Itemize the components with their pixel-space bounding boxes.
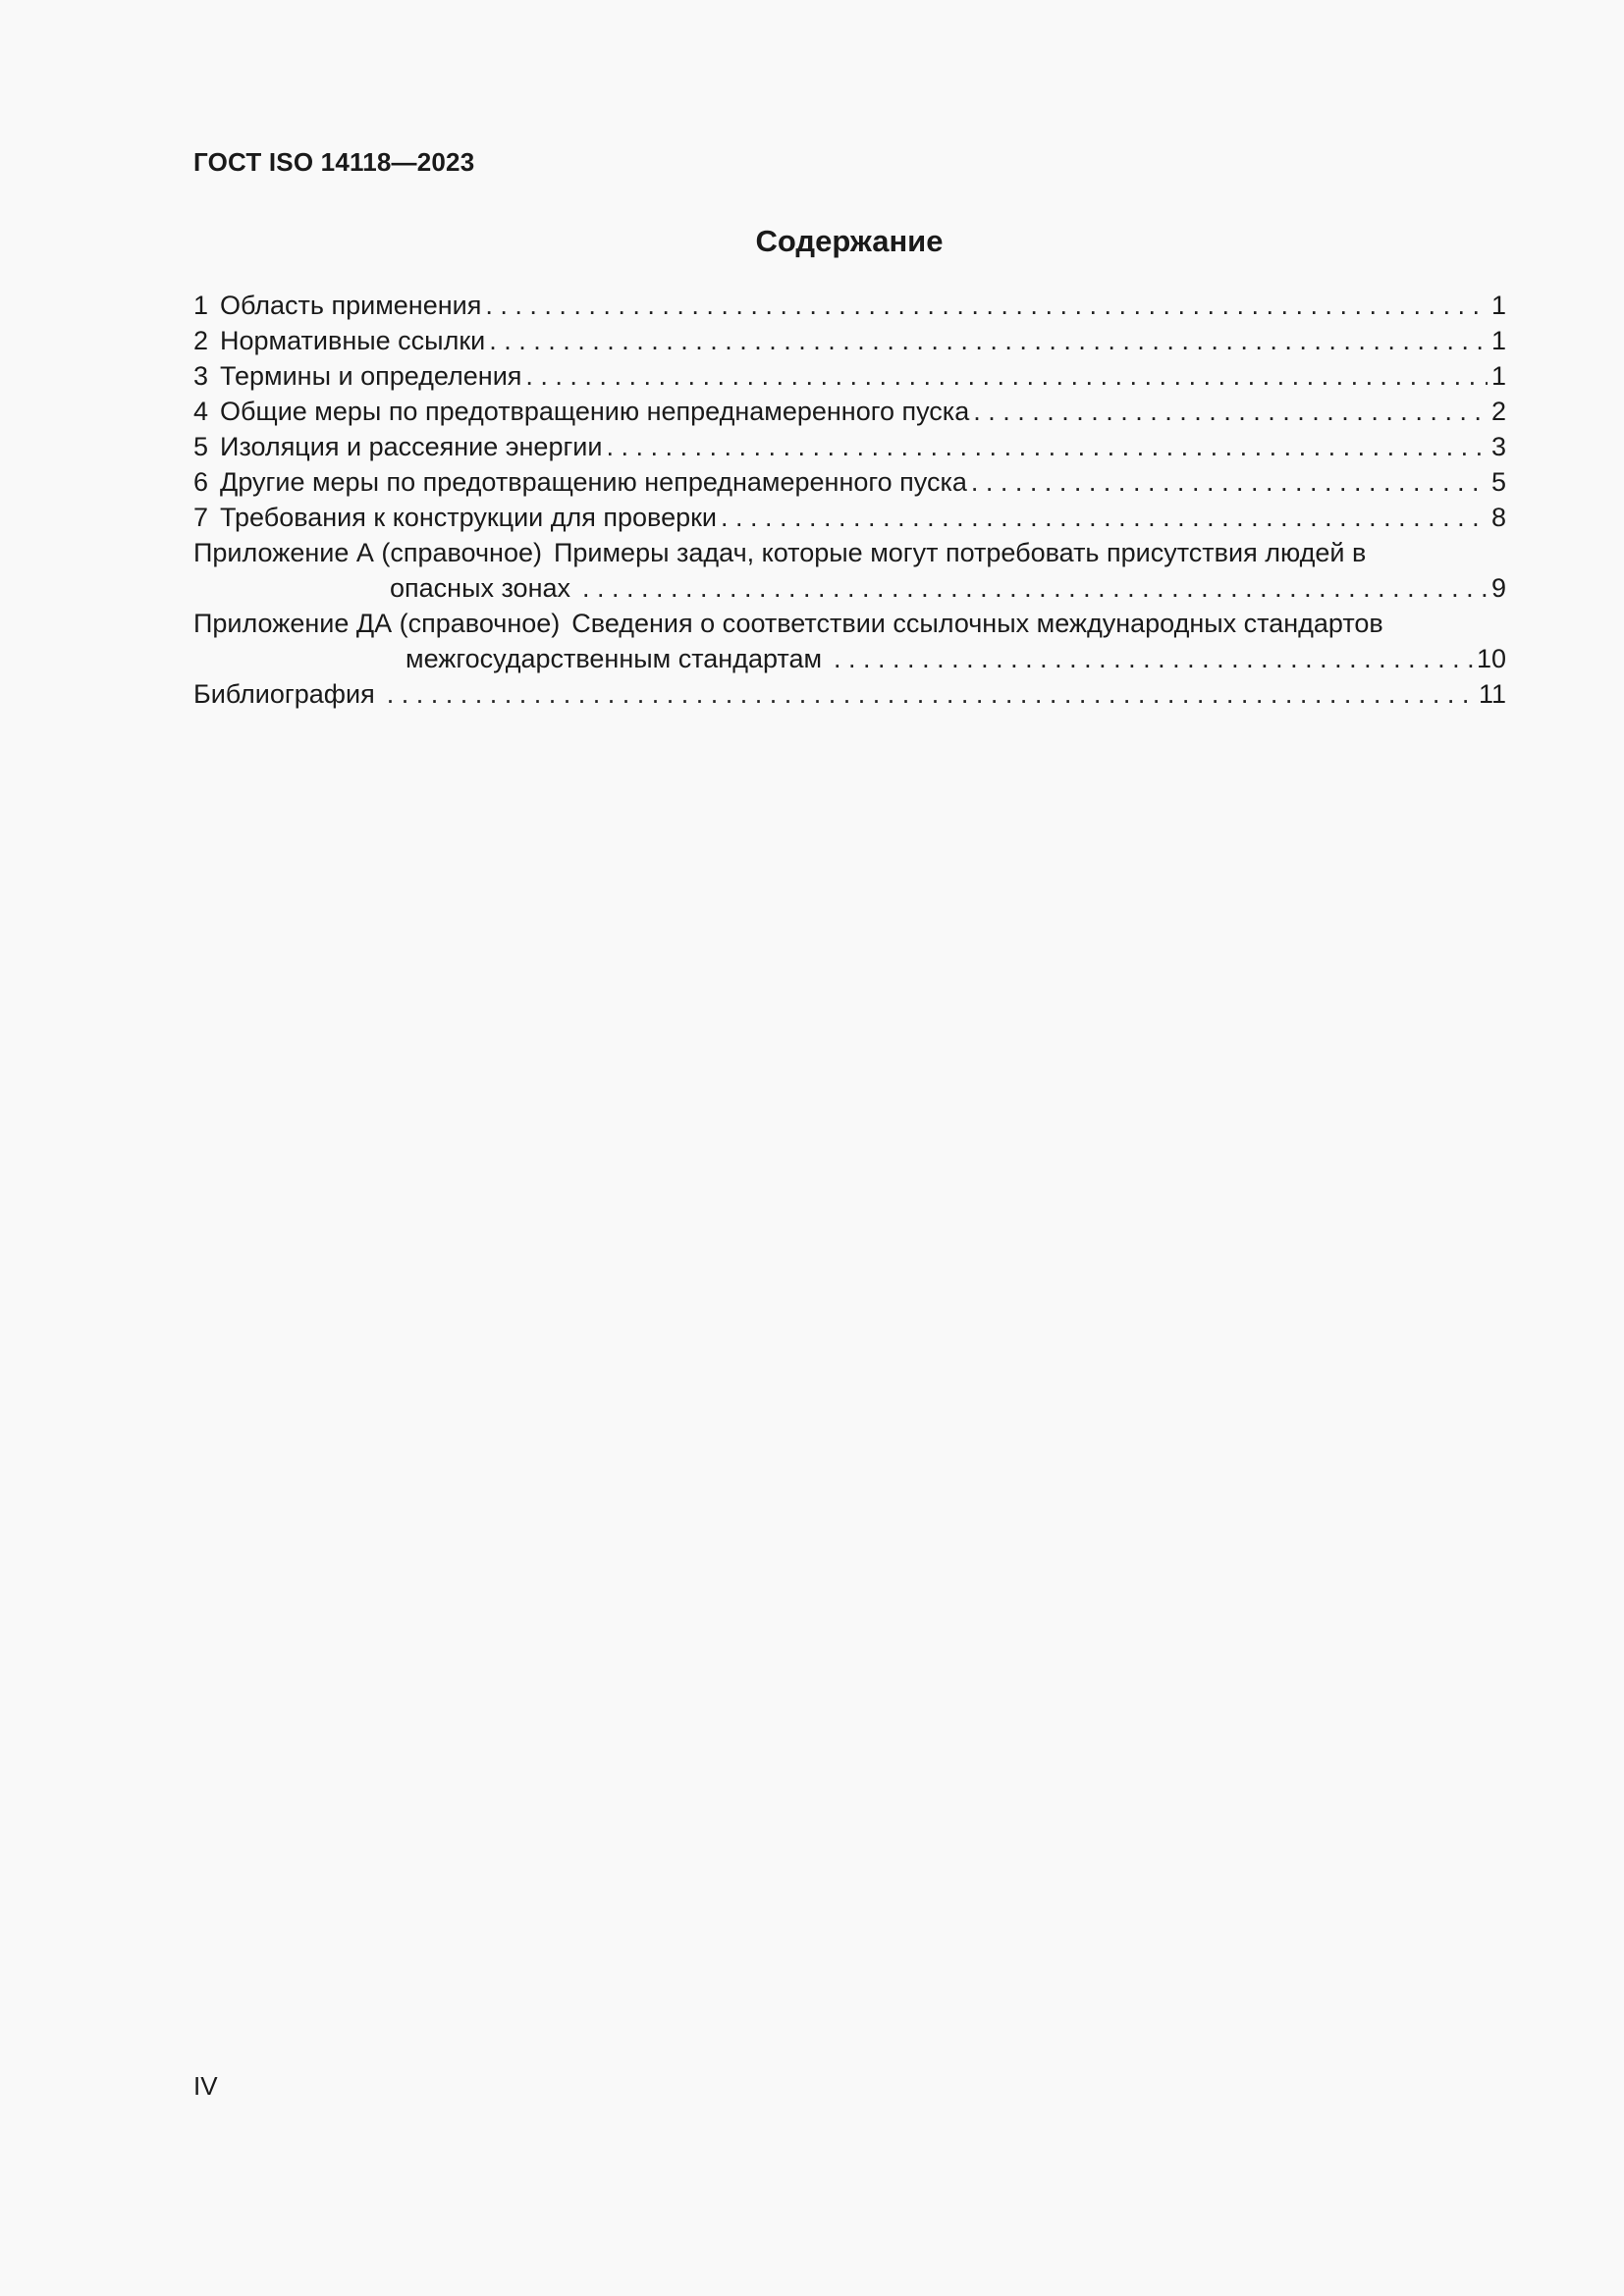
dot-leader xyxy=(721,500,1488,535)
toc-item-number: 7 xyxy=(193,503,209,532)
toc-item-3[interactable] xyxy=(193,358,1506,394)
dot-leader xyxy=(971,464,1488,500)
dot-leader xyxy=(973,394,1488,429)
toc-item-number: 5 xyxy=(193,432,209,461)
annex-title-line1: Примеры задач, которые могут потребовать присутствия людей в xyxy=(553,538,1367,567)
toc-item-7[interactable] xyxy=(193,500,1506,535)
toc-item-page: 1 xyxy=(1490,361,1506,391)
dot-leader xyxy=(606,429,1487,464)
toc-item-title: Другие меры по предотвращению непреднамеренного пуска xyxy=(220,467,967,497)
dot-leader xyxy=(387,676,1475,712)
toc-item-page: 5 xyxy=(1490,467,1506,497)
toc-item-5[interactable] xyxy=(193,429,1506,464)
toc-item-title: Общие меры по предотвращению непреднамеренного пуска xyxy=(220,397,970,426)
toc-title: Содержание xyxy=(755,224,944,258)
toc-item-page: 11 xyxy=(1478,679,1506,709)
toc-item-number: 4 xyxy=(193,397,209,426)
toc-item-number: 3 xyxy=(193,361,209,391)
toc-item-title: Требования к конструкции для проверки xyxy=(220,503,718,532)
toc-bibliography[interactable] xyxy=(193,676,1506,712)
table-of-contents xyxy=(193,288,1506,712)
toc-item-1[interactable] xyxy=(193,288,1506,323)
toc-item-page: 8 xyxy=(1490,503,1506,532)
toc-item-title: Термины и определения xyxy=(220,361,522,391)
toc-item-6[interactable] xyxy=(193,464,1506,500)
annex-title-line2: межгосударственным стандартам xyxy=(406,644,823,673)
toc-item-number: 1 xyxy=(193,291,209,320)
dot-leader xyxy=(485,288,1488,323)
toc-item-page: 9 xyxy=(1490,573,1506,603)
dot-leader xyxy=(489,323,1488,358)
toc-item-number: 2 xyxy=(193,326,209,355)
toc-annex-da[interactable] xyxy=(193,606,1506,676)
toc-item-page: 2 xyxy=(1490,397,1506,426)
annex-label: Приложение А (справочное) xyxy=(193,538,542,567)
dot-leader xyxy=(582,570,1488,606)
toc-item-page: 3 xyxy=(1490,432,1506,461)
toc-item-page: 1 xyxy=(1490,326,1506,355)
toc-annex-a[interactable] xyxy=(193,535,1506,606)
annex-title-line2: опасных зонах xyxy=(390,573,570,603)
toc-item-title: Нормативные ссылки xyxy=(220,326,486,355)
toc-item-page: 10 xyxy=(1476,644,1506,673)
toc-item-title: Библиография xyxy=(193,679,375,709)
toc-item-page: 1 xyxy=(1490,291,1506,320)
standard-code: ГОСТ ISO 14118—2023 xyxy=(193,147,475,177)
toc-item-number: 6 xyxy=(193,467,209,497)
dot-leader xyxy=(525,358,1488,394)
dot-leader xyxy=(834,641,1473,676)
toc-item-2[interactable] xyxy=(193,323,1506,358)
page-number: IV xyxy=(193,2071,218,2101)
toc-item-title: Изоляция и рассеяние энергии xyxy=(220,432,603,461)
annex-label: Приложение ДА (справочное) xyxy=(193,609,561,638)
toc-item-4[interactable] xyxy=(193,394,1506,429)
toc-item-title: Область применения xyxy=(220,291,482,320)
annex-title-line1: Сведения о соответствии ссылочных международных стандартов xyxy=(571,609,1383,638)
